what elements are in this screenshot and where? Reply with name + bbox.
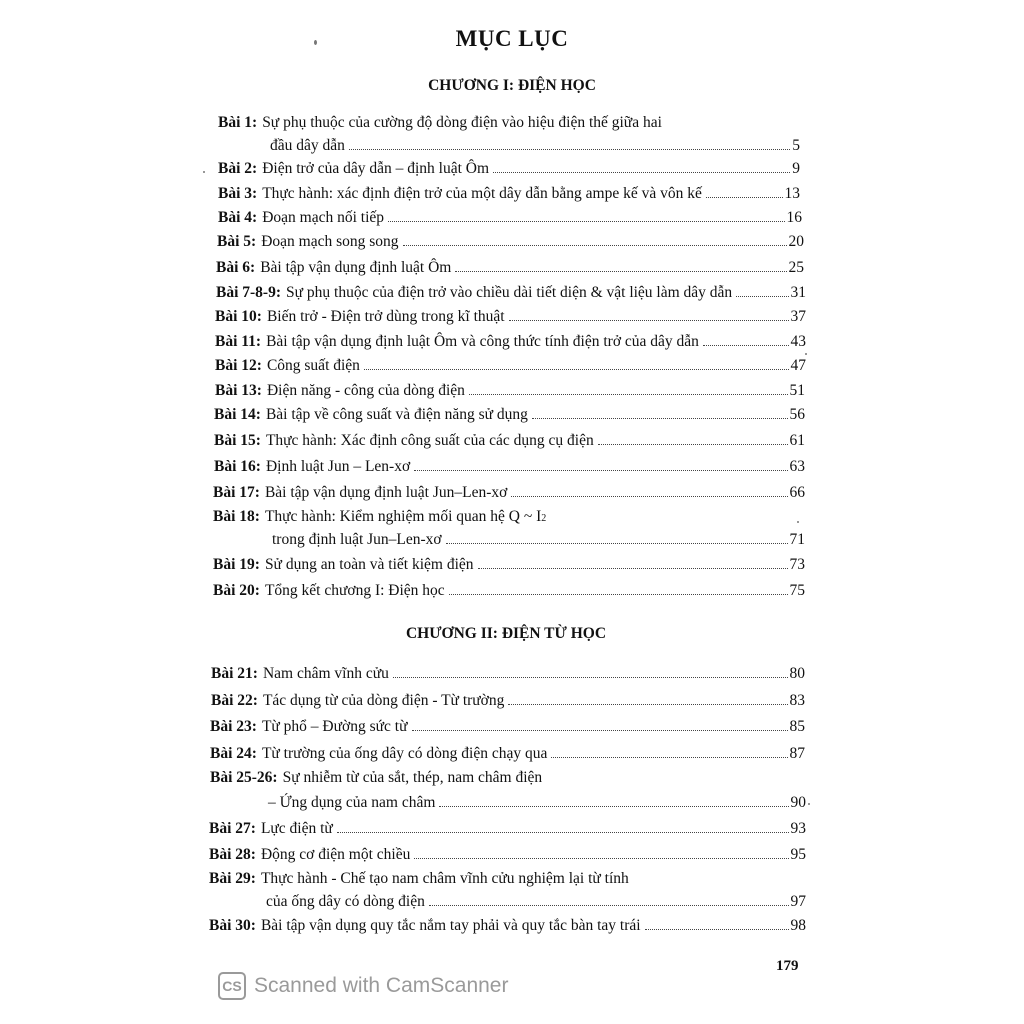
toc-entry-label: Bài 17:	[213, 484, 260, 501]
toc-page-number: 97	[790, 893, 806, 910]
camscanner-watermark	[218, 972, 508, 1000]
toc-leader-dots	[469, 394, 788, 395]
toc-page-number: 66	[789, 484, 805, 501]
toc-entry	[214, 432, 805, 450]
toc-page-number: 90	[790, 794, 806, 811]
toc-entry	[214, 458, 805, 476]
toc-entry-label: Bài 5:	[217, 233, 257, 250]
toc-entry-title: Từ trường của ống dây có dòng điện chạy qua	[261, 745, 548, 762]
toc-page-number: 71	[789, 531, 805, 548]
toc-leader-dots	[388, 221, 784, 222]
toc-entry-label: Bài 13:	[215, 382, 262, 399]
toc-leader-dots	[532, 418, 788, 419]
toc-entry	[210, 769, 806, 787]
toc-entry-label: Bài 30:	[209, 917, 256, 934]
toc-entry	[211, 692, 805, 710]
toc-entry-title-continued: đầu dây dẫn	[270, 137, 345, 154]
toc-entry-title: Điện năng - công của dòng điện	[266, 382, 465, 399]
toc-entry-label: Bài 15:	[214, 432, 261, 449]
toc-leader-dots	[414, 470, 787, 471]
watermark-text: Scanned with CamScanner	[254, 974, 509, 997]
toc-page-number: 25	[788, 259, 804, 276]
toc-entry-title-continued: trong định luật Jun–Len-xơ	[272, 531, 442, 548]
toc-page-number: 51	[789, 382, 805, 399]
chapter-2-heading: CHƯƠNG II: ĐIỆN TỪ HỌC	[405, 625, 607, 642]
toc-entry-title: Biến trở - Điện trở dùng trong kĩ thuật	[266, 308, 505, 325]
toc-entry-label: Bài 16:	[214, 458, 261, 475]
toc-entry	[213, 484, 805, 502]
toc-page-number: 95	[790, 846, 806, 863]
toc-entry	[216, 284, 806, 302]
toc-entry-label: Bài 4:	[218, 209, 258, 226]
toc-leader-dots	[393, 677, 788, 678]
toc-leader-dots	[511, 496, 787, 497]
toc-entry-title: Động cơ điện một chiều	[260, 846, 411, 863]
toc-page-number: 87	[789, 745, 805, 762]
toc-entry-title: Điện trở của dây dẫn – định luật Ôm	[262, 160, 490, 177]
toc-entry-title: Bài tập vận dụng định luật Jun–Len-xơ	[264, 484, 508, 501]
toc-page-number: 63	[789, 458, 805, 475]
toc-entry-title: Tác dụng từ của dòng điện - Từ trường	[262, 692, 505, 709]
toc-entry-label: Bài 7-8-9:	[216, 284, 282, 301]
toc-leader-dots	[349, 149, 790, 150]
toc-entry	[217, 233, 804, 251]
toc-entry	[218, 185, 800, 203]
toc-page-number: 93	[790, 820, 806, 837]
scan-speck	[808, 803, 810, 805]
toc-entry	[214, 406, 805, 424]
chapter-1-heading: CHƯƠNG I: ĐIỆN HỌC	[428, 77, 596, 94]
toc-entry-title: Từ phổ – Đường sức từ	[261, 718, 408, 735]
toc-entry-label: Bài 18:	[213, 508, 260, 525]
toc-entry	[215, 382, 805, 400]
toc-entry	[213, 556, 805, 574]
toc-page-number: 83	[789, 692, 805, 709]
toc-entry-label: Bài 22:	[211, 692, 258, 709]
toc-page-number: 5	[792, 137, 800, 154]
page-number: 179	[776, 958, 799, 974]
toc-leader-dots	[455, 271, 786, 272]
toc-entry-continuation	[268, 794, 806, 812]
toc-leader-dots	[551, 757, 787, 758]
toc-page-number: 43	[790, 333, 806, 350]
toc-page-number: 98	[790, 917, 806, 934]
toc-entry-title: Bài tập vận dụng định luật Ôm và công thức tính điện trở của dây dẫn	[266, 333, 699, 350]
toc-entry-title: Thực hành: Kiểm nghiệm mối quan hệ Q ~ I	[264, 508, 542, 525]
toc-leader-dots	[449, 594, 788, 595]
toc-entry-continuation	[272, 531, 805, 549]
toc-entry-label: Bài 6:	[216, 259, 256, 276]
toc-entry-title: Sự phụ thuộc của điện trở vào chiều dài tiết diện & vật liệu làm dây dẫn	[286, 284, 733, 301]
toc-entry-title: Nam châm vĩnh cửu	[262, 665, 389, 682]
toc-entry-label: Bài 19:	[213, 556, 260, 573]
toc-entry-title: Thực hành: xác định điện trở của một dây dẫn bằng ampe kế và vôn kế	[262, 185, 702, 202]
toc-entry-label: Bài 2:	[218, 160, 258, 177]
toc-entry	[211, 665, 805, 683]
toc-leader-dots	[703, 345, 789, 346]
toc-page-number: 80	[789, 665, 805, 682]
toc-page-number: 61	[789, 432, 805, 449]
toc-entry-title: Thực hành: Xác định công suất của các dụng cụ điện	[265, 432, 594, 449]
toc-entry-superscript: 2	[541, 513, 547, 524]
toc-entry-title-continued: – Ứng dụng của nam châm	[268, 794, 436, 811]
toc-leader-dots	[414, 858, 788, 859]
toc-entry-title: Bài tập về công suất và điện năng sử dụng	[265, 406, 528, 423]
toc-entry-title: Sử dụng an toàn và tiết kiệm điện	[264, 556, 474, 573]
toc-leader-dots	[509, 320, 789, 321]
toc-entry	[213, 582, 805, 600]
toc-leader-dots	[403, 245, 787, 246]
toc-leader-dots	[736, 296, 788, 297]
toc-leader-dots	[508, 704, 787, 705]
toc-leader-dots	[478, 568, 788, 569]
page-title: MỤC LỤC	[455, 26, 569, 51]
toc-entry	[210, 745, 805, 763]
scan-speck	[797, 521, 799, 523]
toc-entry-title: Bài tập vận dụng quy tắc nắm tay phải và quy tắc bàn tay trái	[260, 917, 641, 934]
toc-leader-dots	[706, 197, 783, 198]
toc-entry	[210, 718, 805, 736]
toc-entry-title: Định luật Jun – Len-xơ	[265, 458, 411, 475]
camscanner-logo-icon: CS	[218, 972, 246, 1000]
toc-leader-dots	[439, 806, 788, 807]
toc-leader-dots	[429, 905, 789, 906]
toc-entry-continuation	[266, 893, 806, 911]
toc-entry-label: Bài 1:	[218, 114, 258, 131]
toc-entry-label: Bài 12:	[215, 357, 262, 374]
scan-speck	[314, 40, 317, 45]
toc-entry-continuation	[270, 137, 800, 155]
toc-page-number: 31	[790, 284, 806, 301]
toc-entry	[213, 508, 805, 526]
toc-entry-label: Bài 14:	[214, 406, 261, 423]
toc-page-number: 20	[788, 233, 804, 250]
toc-entry	[218, 160, 800, 178]
toc-entry	[218, 114, 800, 132]
toc-entry-title: Sự phụ thuộc của cường độ dòng điện vào hiệu điện thế giữa hai	[262, 114, 662, 131]
toc-entry-title: Lực điện từ	[260, 820, 333, 837]
toc-entry-label: Bài 25-26:	[210, 769, 278, 786]
toc-leader-dots	[412, 730, 788, 731]
toc-entry-label: Bài 10:	[215, 308, 262, 325]
toc-page-number: 37	[790, 308, 806, 325]
toc-page-number: 56	[789, 406, 805, 423]
toc-entry-title: Tổng kết chương I: Điện học	[264, 582, 445, 599]
toc-entry	[215, 333, 806, 351]
toc-entry-label: Bài 24:	[210, 745, 257, 762]
toc-entry	[215, 308, 806, 326]
toc-entry	[209, 846, 806, 864]
toc-leader-dots	[364, 369, 789, 370]
toc-entry	[216, 259, 804, 277]
toc-leader-dots	[598, 444, 788, 445]
toc-entry-title: Sự nhiễm từ của sắt, thép, nam châm điện	[282, 769, 543, 786]
toc-page-number: 73	[789, 556, 805, 573]
toc-entry-title: Bài tập vận dụng định luật Ôm	[260, 259, 452, 276]
scan-speck	[805, 353, 807, 355]
toc-leader-dots	[645, 929, 789, 930]
toc-entry-title: Đoạn mạch nối tiếp	[262, 209, 385, 226]
toc-page-number: 47	[790, 357, 806, 374]
toc-page-number: 9	[792, 160, 800, 177]
toc-entry-label: Bài 21:	[211, 665, 258, 682]
scan-speck	[203, 171, 205, 173]
toc-page-number: 13	[784, 185, 800, 202]
toc-entry	[209, 820, 806, 838]
toc-entry	[218, 209, 802, 227]
toc-entry-title: Công suất điện	[266, 357, 360, 374]
toc-entry-title: Thực hành - Chế tạo nam châm vĩnh cửu nghiệm lại từ tính	[260, 870, 629, 887]
toc-entry	[215, 357, 806, 375]
toc-page-number: 85	[789, 718, 805, 735]
toc-leader-dots	[337, 832, 789, 833]
toc-entry-label: Bài 20:	[213, 582, 260, 599]
toc-leader-dots	[493, 172, 790, 173]
toc-entry-label: Bài 11:	[215, 333, 262, 350]
toc-page-number: 16	[786, 209, 802, 226]
toc-page-number: 75	[789, 582, 805, 599]
toc-entry-title-continued: của ống dây có dòng điện	[266, 893, 425, 910]
toc-entry-label: Bài 29:	[209, 870, 256, 887]
toc-entry-label: Bài 28:	[209, 846, 256, 863]
toc-entry-title: Đoạn mạch song song	[261, 233, 399, 250]
toc-entry-label: Bài 3:	[218, 185, 258, 202]
toc-entry-label: Bài 23:	[210, 718, 257, 735]
toc-entry	[209, 870, 806, 888]
toc-entry-label: Bài 27:	[209, 820, 256, 837]
toc-entry	[209, 917, 806, 935]
toc-leader-dots	[446, 543, 788, 544]
